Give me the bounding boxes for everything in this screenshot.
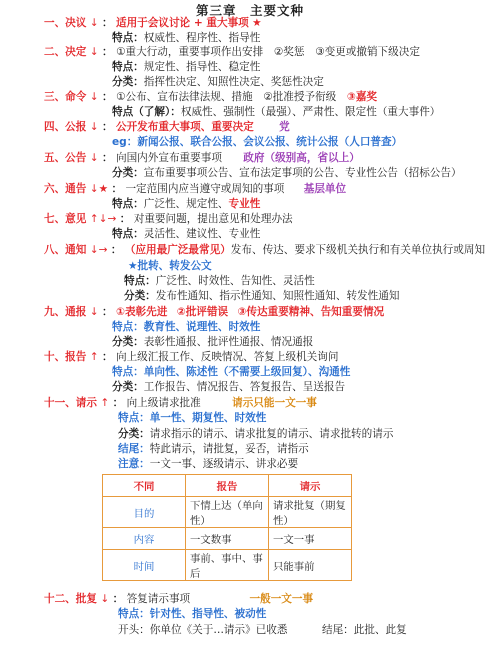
section-report (44, 350, 338, 364)
ending-label: 结尾： (118, 443, 150, 455)
direction-arrow: ↑↓→ (89, 213, 117, 225)
separator: ： (102, 152, 113, 164)
traits-line (118, 607, 266, 621)
section-heading: 十、报告 (44, 351, 87, 363)
section-heading: 八、通知 (44, 244, 87, 256)
usage-item: ③传达重要精神、告知重要情况 (237, 306, 385, 318)
section-usage-highlight: ③嘉奖 (346, 91, 378, 103)
section-heading: 七、意见 (44, 213, 87, 225)
row-label: 时间 (103, 550, 186, 581)
section-usage: 向上级汇报工作、反映情况、答复上级机关询问 (115, 351, 339, 363)
section-summary: 适用于会议讨论 + 重大事项 (115, 17, 249, 29)
section-reply (44, 592, 313, 606)
star-line-text: ★批转、转发公文 (128, 260, 212, 272)
traits-label: 特点： (118, 412, 150, 424)
section-heading: 五、公告 (44, 152, 87, 164)
usage-item: ②批评错误 (176, 306, 229, 318)
traits-line (112, 227, 260, 241)
separator: ： (102, 46, 113, 58)
traits-line (112, 105, 440, 119)
section-heading: 六、通告 (44, 183, 87, 195)
traits-text: 权威性、程序性、指导性 (143, 32, 261, 44)
section-note: （应用最广泛最常见） (124, 244, 231, 256)
traits-label: 特点： (112, 198, 144, 210)
section-usage-tail: 基层单位 (303, 183, 347, 195)
section-summary-tail: 党 (279, 121, 290, 133)
section-announcement (44, 151, 360, 165)
opening-line (118, 623, 288, 637)
separator: ： (102, 17, 113, 29)
ending-line (118, 442, 309, 456)
table-row (103, 550, 352, 581)
section-communique (44, 120, 290, 134)
table-header-row (103, 475, 352, 497)
kinds-text: 请求指示的请示、请求批复的请示、请求批转的请示 (149, 428, 394, 440)
section-usage: 向国内外宣布重要事项 (115, 152, 222, 164)
separator: ： (110, 244, 122, 256)
kinds-line (118, 427, 393, 441)
kinds-line (112, 166, 462, 180)
section-heading: 三、命令 (44, 91, 87, 103)
table-header-cell: 不同 (103, 475, 186, 497)
note-label: 注意： (118, 458, 150, 470)
section-notice (44, 182, 346, 196)
report-cell: 下情上达（单向性） (186, 497, 269, 528)
report-cell: 事前、事中、事后 (186, 550, 269, 581)
table-row (103, 497, 352, 528)
section-usage: 对重要问题，提出意见和处理办法 (133, 213, 293, 225)
separator: ： (102, 351, 113, 363)
traits-label: 特点： (118, 608, 150, 620)
section-summary: 公开发布重大事项、重要决定 (115, 121, 254, 133)
traits-text: 广泛性、时效性、告知性、灵活性 (155, 275, 315, 287)
usage-item: ①表彰先进 (115, 306, 168, 318)
kinds-label: 分类： (124, 290, 156, 302)
kinds-line (112, 380, 345, 394)
star-icon: ★ (252, 17, 262, 29)
table-row (103, 528, 352, 550)
request-cell: 只能事前 (269, 550, 352, 581)
section-usage-tail: 政府（级别高，省以上） (243, 152, 360, 164)
ending-label: 结尾： (322, 624, 354, 636)
request-cell: 请求批复（期复性） (269, 497, 352, 528)
traits-text: 针对性、指导性、被动性 (149, 608, 267, 620)
example-label: eg： (112, 136, 138, 148)
example-text: 新闻公报、联合公报、会议公报、统计公报（人口普查） (137, 136, 403, 148)
kinds-text: 指挥性决定、知照性决定、奖惩性决定 (143, 76, 324, 88)
separator: ： (102, 306, 113, 318)
comparison-table (102, 474, 352, 581)
traits-text: 教育性、说理性、时效性 (143, 321, 261, 333)
traits-line (112, 60, 260, 74)
ending-text: 此批、此复 (353, 624, 407, 636)
row-label: 内容 (103, 528, 186, 550)
section-resolution (44, 16, 262, 30)
section-usage-tail: 一般一文一事 (249, 593, 314, 605)
traits-highlight: 专业性 (228, 198, 261, 210)
section-notification (44, 243, 485, 257)
traits-label: 特点： (112, 32, 144, 44)
direction-arrow: ↓★ (89, 183, 109, 195)
kinds-label: 分类： (118, 428, 150, 440)
section-bulletin (44, 305, 384, 319)
traits-label: 特点： (112, 321, 144, 333)
traits-line (112, 197, 260, 211)
table-header-cell: 报告 (186, 475, 269, 497)
note-line (118, 457, 298, 471)
direction-arrow: ↑ (89, 351, 99, 363)
traits-text: 灵活性、建议性、专业性 (143, 228, 261, 240)
traits-line (112, 320, 260, 334)
kinds-text: 工作报告、情况报告、答复报告、呈送报告 (143, 381, 346, 393)
section-heading: 十一、请示 (44, 397, 97, 409)
section-usage: ①重大行动，重要事项作出安排 ②奖惩 ③变更或撤销下级决定 (115, 46, 420, 58)
section-usage: 向上级请求批准 (126, 397, 201, 409)
section-usage: 一定范围内应当遵守或周知的事项 (125, 183, 285, 195)
kinds-label: 分类： (112, 336, 144, 348)
traits-label: 特点： (124, 275, 156, 287)
traits-label: 特点： (112, 228, 144, 240)
table-header-cell: 请示 (269, 475, 352, 497)
traits-label: 特点： (112, 366, 144, 378)
traits-text: 规定性、指导性、稳定性 (143, 61, 261, 73)
direction-arrow: ↓ (89, 46, 99, 58)
chapter-title: 第三章 主要文种 (195, 3, 304, 18)
note-text: 一文一事、逐级请示、讲求必要 (149, 458, 299, 470)
direction-arrow: ↓ (89, 17, 99, 29)
direction-arrow: ↓→ (89, 244, 108, 256)
section-heading: 九、通报 (44, 306, 87, 318)
request-cell: 一文一事 (269, 528, 352, 550)
separator: ： (102, 121, 113, 133)
reply-ending-line (322, 623, 407, 637)
kinds-line (112, 335, 313, 349)
section-usage: 答复请示事项 (126, 593, 191, 605)
row-label: 目的 (103, 497, 186, 528)
direction-arrow: ↑ (100, 397, 110, 409)
direction-arrow: ↓ (89, 121, 99, 133)
traits-text: 广泛性、规定性、 (143, 198, 229, 210)
kinds-label: 分类： (112, 381, 144, 393)
traits-line (124, 274, 315, 288)
direction-arrow: ↓ (100, 593, 110, 605)
kinds-text: 发布性通知、指示性通知、知照性通知、转发性通知 (155, 290, 400, 302)
traits-line (118, 411, 266, 425)
traits-text: 单向性、陈述性（不需要上级回复）、沟通性 (143, 366, 351, 378)
section-heading: 二、决定 (44, 46, 87, 58)
section-usage: 发布、传达、要求下级机关执行和有关单位执行或周知 (230, 244, 486, 256)
traits-text: 单一性、期复性、时效性 (149, 412, 267, 424)
section-heading: 十二、批复 (44, 593, 97, 605)
section-heading: 四、公报 (44, 121, 87, 133)
section-heading: 一、决议 (44, 17, 87, 29)
section-usage: ①公布、宣布法律法规、措施 ②批准授予衔级 (115, 91, 347, 103)
section-usage-tail: 请示只能一文一事 (232, 397, 317, 409)
separator: ： (102, 91, 113, 103)
report-cell: 一文数事 (186, 528, 269, 550)
separator: ： (112, 593, 124, 605)
kinds-line (112, 75, 324, 89)
section-order (44, 90, 377, 104)
direction-arrow: ↓ (89, 91, 99, 103)
direction-arrow: ↓ (89, 152, 99, 164)
separator: ： (111, 183, 123, 195)
traits-label: 特点（了解）： (112, 106, 181, 118)
opening-text: 你单位《关于…请示》已收悉 (149, 624, 288, 636)
ending-text: 特此请示，请批复，妥否，请指示 (149, 443, 309, 455)
section-decision (44, 45, 420, 59)
separator: ： (119, 213, 131, 225)
separator: ： (112, 397, 124, 409)
traits-label: 特点： (112, 61, 144, 73)
direction-arrow: ↓ (89, 306, 99, 318)
kinds-line (124, 289, 399, 303)
example-line (112, 135, 402, 149)
kinds-text: 表彰性通报、批评性通报、情况通报 (143, 336, 314, 348)
kinds-label: 分类： (112, 167, 144, 179)
star-line (128, 259, 212, 273)
traits-text: 权威性、强制性（最强）、严肃性、限定性（重大事件） (180, 106, 441, 118)
opening-label: 开头： (118, 624, 150, 636)
traits-line (112, 31, 260, 45)
section-opinion (44, 212, 293, 226)
section-request (44, 396, 317, 410)
kinds-text: 宣布重要事项公告、宣布法定事项的公告、专业性公告（招标公告） (143, 167, 462, 179)
kinds-label: 分类： (112, 76, 144, 88)
traits-line (112, 365, 350, 379)
